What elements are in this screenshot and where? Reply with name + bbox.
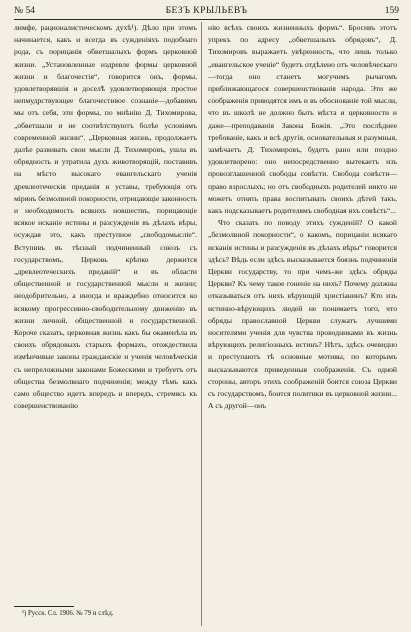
header-rule bbox=[14, 19, 399, 20]
issue-number: № 54 bbox=[14, 6, 35, 16]
right-column bbox=[208, 22, 397, 626]
footnote-rule bbox=[14, 606, 74, 607]
right-paragraph-2: Что сказать по поводу этихъ сужденій? О какой „безмолвной покорности“, о какомъ, порицаніи всякаго исканія истины и разсужденія въ дѣлахъ вѣры“ говорится здѣсь? Вѣдь если здѣсь высказывается боязнь подчиненія Церкви государству, то при чемъ-же здѣсь обряды Церкви? Къ чему такое гоненіе на нихъ? Почему должны отказываться отъ нихъ вѣрующій христіанинъ? Кто изъ истинно-вѣрующихъ людей не понимаетъ того, что обряды православной Церкви служатъ лучшими носителями ученія для чувства проводниками въ жизнь вѣрующихъ религіозныхъ истинъ? Нѣтъ, здѣсь очевидно и преступаютъ тѣ основные мотивы, по которымъ высказываются приведенныя соображенія. Съ одной стороны, авторъ этихъ соображеній боится союза Церкви съ государствомъ, боится политики въ церковной жизни... А съ другой—онъ bbox=[208, 218, 397, 411]
page-number: 159 bbox=[384, 6, 399, 16]
column-divider bbox=[201, 22, 202, 626]
running-header bbox=[14, 4, 399, 18]
right-paragraph-1: нію всѣхъ своихъ жизненныхъ формъ“. Бросивъ этотъ упрекъ по адресу „обветшалыхъ обрядовъ“, Д. Тихомировъ выражаетъ увѣренность, что лишь только „евангельское ученіе“ будетъ отдѣлено отъ человѣческаго—тогда оно станетъ могучимъ рычагомъ приближающагося совершенствованія народа. Эти же соображенія приводятся имъ и въ обоснованіе той мысли, что въ школѣ не должно быть мѣста и церковности и даже—преподаванія Закона Божія. „Это послѣднее требованіе, какъ и всѣ другія, основательныя и разумныя, замѣчаетъ Д. Тихомировъ, будетъ рано или поздно удовлетворено: оно непосредственно вытекаетъ изъ провозглашенной свободы совѣсти. Свобода совѣсти—право взрослыхъ; но отъ свободныхъ родителей никто не можетъ отнять права воспитывать своихъ дѣтей такъ, какъ подсказываетъ родителямъ свободная ихъ совѣсть“... bbox=[208, 23, 397, 216]
footnote: ¹) Русск. Сл. 1906. № 79 и слѣд. bbox=[22, 610, 114, 617]
left-column bbox=[14, 22, 197, 600]
journal-title: БЕЗЪ КРЫЛЬЕВЪ bbox=[165, 6, 248, 16]
left-paragraph-1: лимфе, рационалистическомъ духѣ¹). Дѣло при этомъ начинается, какъ и всегда въ сужденіяхъ подобнаго рода, съ порицанія обветшалыхъ формъ церковной жизни. „Установленные издревле формы церковной жизни и благочестія“, говорится онъ, формы, удовлетворявшія и досел̃ѣ удовлетворяющія простое непмудрствующее благочестивое сознаніе—добавимъ мы отъ себя, эти формы, по мнѣнію Д. Тихомирова, „обветшали и не соотвѣтствуютъ болѣе условіямъ современной жизни“. „Церковная жизнь, продолжаетъ далѣе развивать свои мысли Д. Тихомировъ, ушла въ обрядность и утратила духъ животворящій, поставивъ на мѣсто высокаго евангельскаго ученія древлеотеческія преданія и уставы, требующія отъ мірянъ безмолвной покорности, отрицающіе законность и необходимость всякихъ новшествъ, порицающіе всякое исканіе истины и разсужденія въ дѣлахъ вѣры, осуждая это, какъ преступное „свободомысліе“. Вступивъ въ тѣсный подчиненный союзъ съ государствомъ, Церковь крѣпко держится „древлеотеческихъ преданій“ и въ области общественной и государственной мысли и жизни; неодобрительно, а иногда и враждебно относится ко всякому прогрессивно-свободительному движенію въ жизни личной, общественной и государственной. Короче сказать, церковная жизнь какъ бы окаменѣла въ своихъ обрядовыхъ старыхъ формахъ, отождествила измѣнчивые законы гражданскіе и ученія человѣческія съ непреложными законами Божескими и требуетъ отъ общества безмолвнаго подчиненія; между тѣмъ какъ само общество идетъ впередъ и впередъ, стремясь къ совершенствованію bbox=[14, 23, 197, 411]
